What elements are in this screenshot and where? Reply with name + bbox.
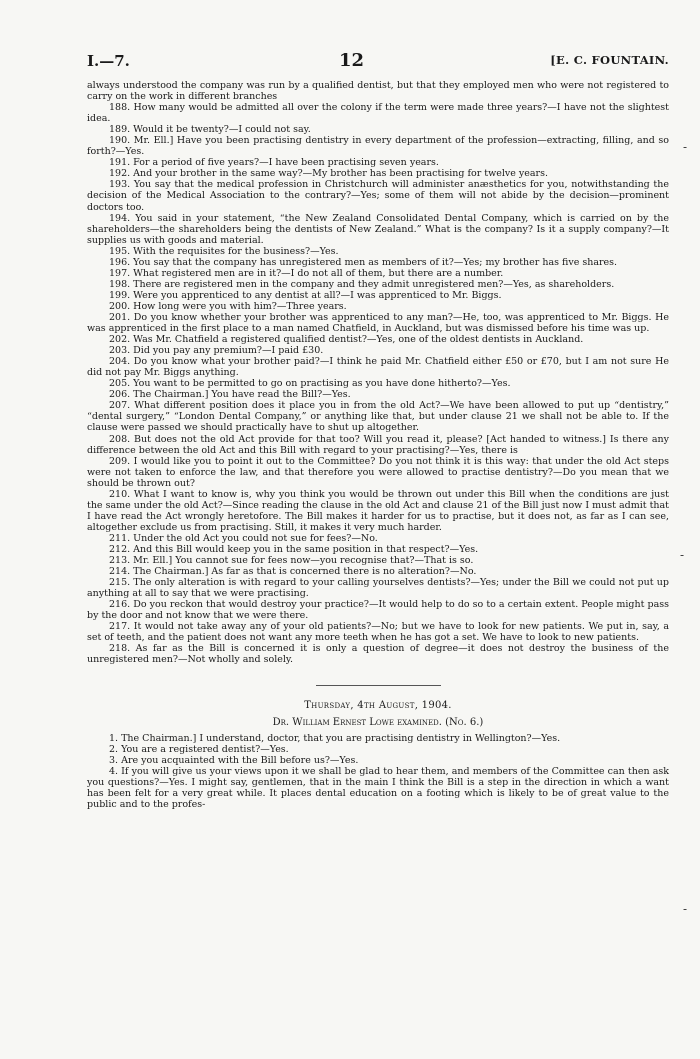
- witness-heading: Dr. William Ernest Lowe examined. (No. 6.): [272, 716, 484, 728]
- page-header: [87, 52, 669, 80]
- testimony-paragraph: 3. Are you acquainted with the Bill before us?—Yes.: [109, 754, 359, 766]
- testimony-paragraph: 212. And this Bill would keep you in the same position in that respect?—Yes.: [109, 543, 479, 555]
- testimony-paragraph: 191. For a period of five years?—I have been practising seven years.: [109, 157, 439, 169]
- testimony-paragraph: 215. The only alteration is with regard to your calling yourselves dentists?—Yes; under the Bill we could not put up anything at all to say that we were practising.: [87, 577, 669, 600]
- testimony-paragraph: 200. How long were you with him?—Three years.: [109, 300, 347, 312]
- testimony-paragraph: 189. Would it be twenty?—I could not say.: [109, 124, 311, 136]
- testimony-paragraph: always understood the company was run by a qualified dentist, but that they employed men who were not registered to carry on the work in different branches: [87, 80, 669, 103]
- testimony-paragraph: 2. You are a registered dentist?—Yes.: [109, 743, 289, 755]
- testimony-paragraph: 193. You say that the medical profession in Christchurch will administer anæsthetics for you, notwithstanding the decision of the Medical Association to the contrary?—Yes; some of them will not abide by the decision—prominent doctors too.: [87, 179, 669, 213]
- margin-mark: -: [683, 902, 688, 916]
- page-number: 12: [339, 50, 365, 71]
- margin-mark: -: [683, 140, 688, 154]
- document-page: [87, 52, 669, 810]
- testimony-paragraph: 190. Mr. Ell.] Have you been practising dentistry in every department of the profession—extracting, filling, and so forth?—Yes.: [87, 135, 669, 158]
- testimony-paragraph: 192. And your brother in the same way?—My brother has been practising for twelve years.: [109, 168, 548, 180]
- testimony-paragraph: 208. But does not the old Act provide for that too? Will you read it, please? [Act handed to witness.] Is there any difference between the old Act and this Bill with regard to your practising?—Yes, there is: [87, 433, 669, 456]
- testimony-part-1: [87, 80, 669, 665]
- testimony-paragraph: 4. If you will give us your views upon it we shall be glad to hear them, and members of the Committee can then ask you questions?—Yes. I might say, gentlemen, that in the main I think the Bill is a step in the direction in which a want has been felt for a very great while. It places dental education on a footing which is likely to be of great value to the public and to the profes-: [87, 765, 669, 810]
- testimony-paragraph: 214. The Chairman.] As far as that is concerned there is no alteration?—No.: [109, 566, 477, 578]
- testimony-paragraph: 1. The Chairman.] I understand, doctor, that you are practising dentistry in Wellington?—Yes.: [109, 732, 561, 744]
- margin-mark: -: [680, 548, 685, 562]
- testimony-paragraph: 211. Under the old Act you could not sue for fees?—No.: [109, 532, 378, 544]
- testimony-paragraph: 217. It would not take away any of your old patients?—No; but we have to look for new patients. We put in, say, a set of teeth, and the patient does not want any more teeth when he has got a set. We have to look to new patients.: [87, 621, 669, 644]
- testimony-paragraph: 195. With the requisites for the business?—Yes.: [109, 245, 339, 257]
- testimony-paragraph: 216. Do you reckon that would destroy your practice?—It would help to do so to a certain extent. People might pass by the door and not know that we were there.: [87, 599, 669, 622]
- testimony-paragraph: 207. What different position does it place you in from the old Act?—We have been allowed to put up “dentistry,” “dental surgery,” “London Dental Company,” or anything like that, but under clause 21 we shall not be able to. If the clause were passed we should practically have to shut up altogether.: [87, 400, 669, 434]
- witness-name-header: [E. C. FOUNTAIN.: [550, 53, 669, 67]
- testimony-paragraph: 209. I would like you to point it out to the Committee? Do you not think it is this way: that under the old Act steps were not taken to enforce the law, and that therefore you were allowed to practise dentistry?—Do you mean that we should be thrown out?: [87, 455, 669, 489]
- session-date: Thursday, 4th August, 1904.: [304, 700, 452, 712]
- document-body: [87, 80, 669, 810]
- testimony-paragraph: 204. Do you know what your brother paid?—I think he paid Mr. Chatfield either £50 or £70, but I am not sure He did not pay Mr. Biggs anything.: [87, 356, 669, 379]
- testimony-paragraph: 196. You say that the company has unregistered men as members of it?—Yes; my brother has five shares.: [109, 256, 618, 268]
- testimony-paragraph: 198. There are registered men in the company and they admit unregistered men?—Yes, as shareholders.: [109, 278, 615, 290]
- testimony-paragraph: 213. Mr. Ell.] You cannot sue for fees now—you recognise that?—That is so.: [109, 555, 474, 567]
- section-divider: [316, 685, 441, 686]
- testimony-paragraph: 218. As far as the Bill is concerned it is only a question of degree—it does not destroy the business of the unregistered men?—Not wholly and solely.: [87, 643, 669, 666]
- testimony-paragraph: 203. Did you pay any premium?—I paid £30.: [109, 345, 324, 357]
- testimony-paragraph: 210. What I want to know is, why you think you would be thrown out under this Bill when the conditions are just the same under the old Act?—Since reading the clause in the old Act and clause 21 of the Bill just now I must admit that I have read the Act wrongly heretofore. The Bill makes it harder for us to practise, but it does not, as far as I can see, altogether exclude us from practising. Still, it makes it very much harder.: [87, 488, 669, 533]
- testimony-paragraph: 202. Was Mr. Chatfield a registered qualified dentist?—Yes, one of the oldest dentists in Auckland.: [109, 334, 584, 346]
- testimony-paragraph: 197. What registered men are in it?—I do not all of them, but there are a number.: [109, 267, 504, 279]
- testimony-part-2: [87, 733, 669, 810]
- testimony-paragraph: 199. Were you apprenticed to any dentist at all?—I was apprenticed to Mr. Biggs.: [109, 289, 502, 301]
- testimony-paragraph: 194. You said in your statement, “the New Zealand Consolidated Dental Company, which is carried on by the shareholders—the shareholders being the dentists of New Zealand.” What is the company? Is it a supply company?—It supplies us with goods and material.: [87, 212, 669, 246]
- testimony-paragraph: 205. You want to be permitted to go on practising as you have done hitherto?—Yes.: [109, 378, 511, 390]
- paper-reference: I.—7.: [87, 52, 130, 70]
- testimony-paragraph: 201. Do you know whether your brother was apprenticed to any man?—He, too, was apprenticed to Mr. Biggs. He was apprenticed in the first place to a man named Chatfield, in Auckland, but was dismissed before his time was up.: [87, 311, 669, 335]
- testimony-paragraph: 206. The Chairman.] You have read the Bill?—Yes.: [109, 389, 351, 401]
- testimony-paragraph: 188. How many would be admitted all over the colony if the term were made three years?—I have not the slightest idea.: [87, 102, 669, 125]
